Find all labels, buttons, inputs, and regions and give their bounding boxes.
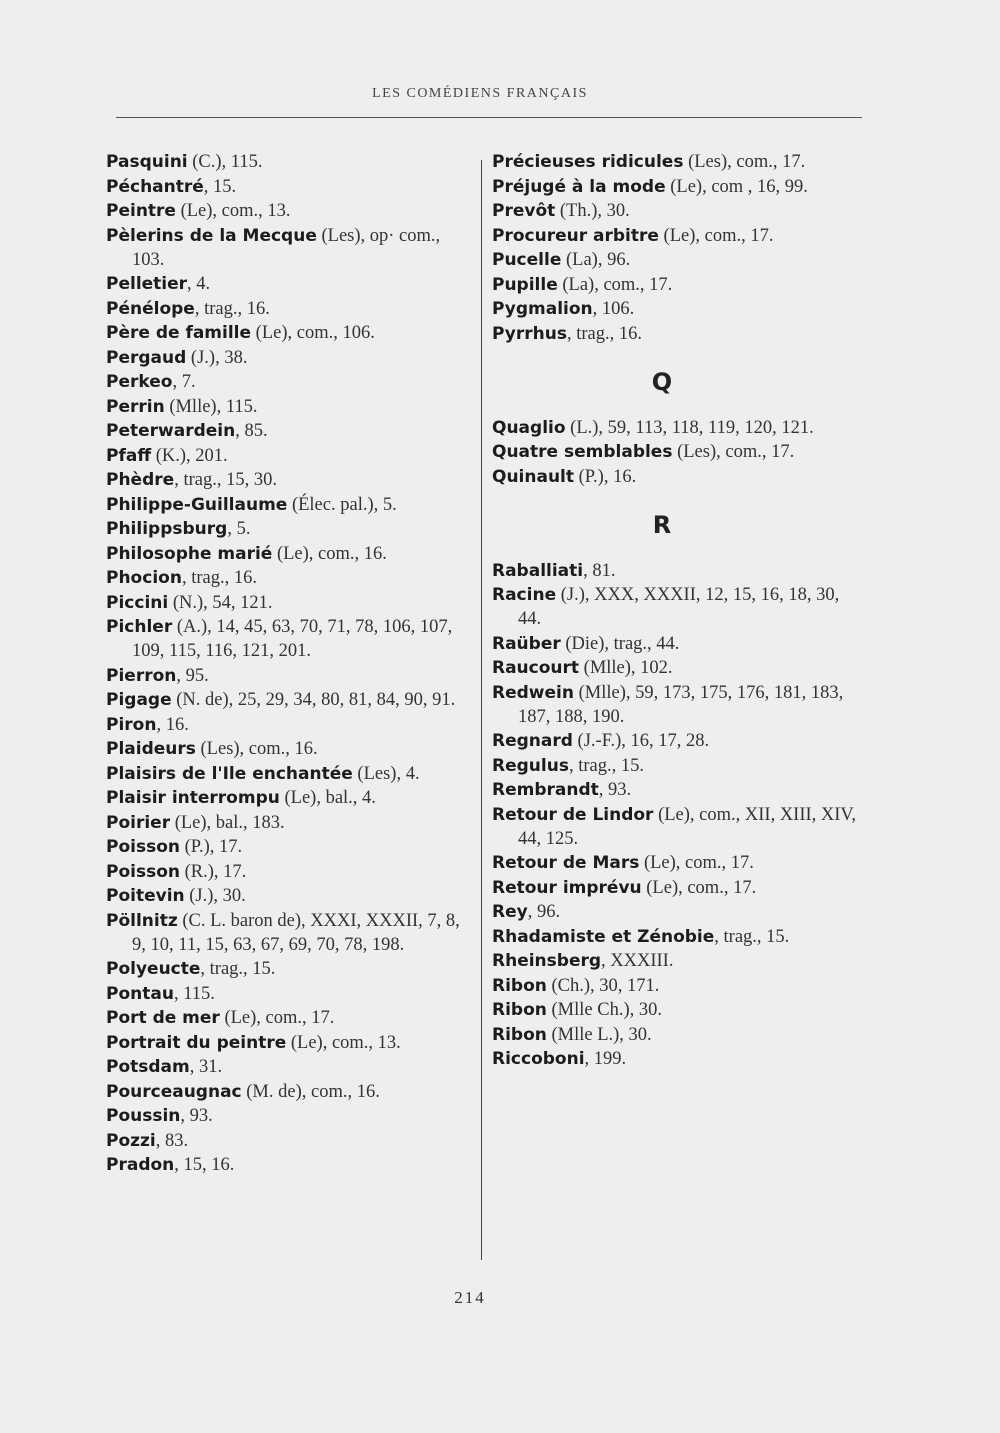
index-entry-heading: Rey: [492, 902, 528, 922]
index-entry-references: (Élec. pal.), 5.: [287, 494, 397, 515]
index-entry-heading: Pénélope: [106, 298, 195, 319]
index-entry-heading: Perrin: [106, 396, 165, 417]
index-entry: [106, 224, 470, 272]
index-entry-references: (Le), com., XII, XIII, XIV, 44, 125.: [518, 804, 857, 849]
index-entry-references: (P.), 17.: [180, 837, 243, 857]
index-entry-references: (Th.), 30.: [555, 201, 630, 221]
index-entry-references: (Le), com., 13.: [286, 1032, 401, 1053]
index-entry-heading: Regulus: [492, 755, 569, 776]
index-entry-heading: Piron: [106, 714, 157, 735]
index-entry-heading: Raballiati: [492, 560, 584, 581]
index-entry-heading: Philippe-Guillaume: [106, 494, 288, 515]
index-entry: [106, 370, 470, 394]
index-entry: [492, 248, 862, 272]
index-entry-heading: Retour de Mars: [492, 853, 640, 873]
index-entry: [106, 493, 470, 517]
index-entry-heading: Rhadamiste et Zénobie: [492, 926, 715, 947]
index-entry-references: (Mlle), 59, 173, 175, 176, 181, 183, 187, 188, 190.: [518, 682, 844, 727]
index-entry: [492, 273, 862, 297]
index-entry-references: (Ch.), 30, 171.: [546, 975, 660, 996]
index-entry-references: , 106.: [592, 299, 635, 319]
index-entry-heading: Quinault: [492, 466, 575, 487]
index-entry: [492, 175, 862, 199]
index-entry-references: (Mlle), 102.: [579, 658, 673, 678]
index-entry-heading: Ribon: [492, 975, 547, 996]
index-entry: [106, 566, 470, 590]
index-entry-heading: Raucourt: [492, 658, 580, 678]
index-entry-heading: Perkeo: [106, 372, 173, 392]
index-entry-references: (Le), com., 17.: [639, 853, 754, 873]
index-entry-heading: Philippsburg: [106, 519, 228, 539]
index-entry-references: (J.), 38.: [186, 347, 248, 368]
index-entry-references: (Les), op· com., 103.: [132, 225, 441, 270]
index-entry-references: , 31.: [189, 1057, 223, 1077]
index-entry: [492, 632, 862, 656]
index-entry: [492, 949, 862, 973]
index-entry-heading: Pradon: [106, 1155, 175, 1175]
index-entry: [106, 957, 470, 981]
index-entry-references: , 81.: [583, 560, 616, 581]
index-entry: [106, 713, 470, 737]
index-entry-references: (C. L. baron de), XXXI, XXXII, 7, 8, 9, 10, 11, 15, 63, 67, 69, 70, 78, 198.: [132, 910, 460, 955]
index-entry-heading: Portrait du peintre: [106, 1032, 287, 1053]
index-entry: [492, 297, 862, 321]
index-entry-references: (La), com., 17.: [557, 274, 673, 295]
index-entry-references: , trag., 16.: [566, 323, 642, 344]
index-entry-heading: Philosophe marié: [106, 543, 273, 564]
index-entry-heading: Pourceaugnac: [106, 1081, 242, 1102]
index-entry-references: (Mlle Ch.), 30.: [546, 1000, 662, 1020]
index-entry: [492, 876, 862, 900]
index-entry-heading: Pozzi: [106, 1130, 156, 1151]
index-entry-heading: Pergaud: [106, 347, 187, 368]
index-entry-references: , trag., 15.: [714, 926, 790, 947]
index-entry-references: (Le), com., 17.: [219, 1008, 335, 1028]
index-entry-heading: Prevôt: [492, 201, 556, 221]
index-entry-heading: Pichler: [106, 617, 173, 637]
index-entry-references: (Le), com., 17.: [658, 225, 774, 246]
index-entry-references: , trag., 15.: [200, 959, 276, 979]
index-entry-heading: Retour imprévu: [492, 877, 642, 898]
index-section-r: [492, 559, 862, 1072]
index-entry: [492, 559, 862, 583]
index-entry: [106, 737, 470, 761]
index-entry-references: , trag., 15.: [568, 755, 644, 776]
index-entry-heading: Procureur arbitre: [492, 225, 659, 246]
index-entry: [492, 729, 862, 753]
index-entry: [492, 681, 862, 729]
index-entry-heading: Ribon: [492, 1000, 547, 1020]
index-entry-references: (Le), com., 17.: [641, 877, 757, 898]
index-entry-references: (Le), com., 13.: [175, 201, 291, 221]
index-entry: [106, 150, 470, 174]
index-entry: [492, 440, 862, 464]
index-entry: [106, 1153, 470, 1177]
index-entry-references: , 4.: [187, 274, 211, 294]
index-entry-references: (Le), com , 16, 99.: [665, 176, 808, 197]
index-entry-references: (Les), com., 16.: [195, 739, 318, 759]
index-entry: [106, 860, 470, 884]
index-entry: [106, 175, 470, 199]
index-entry-heading: Poisson: [106, 837, 180, 857]
running-head: LES COMÉDIENS FRANÇAIS: [372, 86, 588, 101]
index-entry-references: (Le), com., 16.: [272, 543, 387, 564]
index-entry-heading: Rheinsberg: [492, 951, 602, 971]
index-entry: [106, 272, 470, 296]
index-entry: [106, 1129, 470, 1153]
index-entry-references: , trag., 16.: [181, 568, 257, 588]
index-entry-heading: Pupille: [492, 274, 558, 295]
index-entry-references: (Le), com., 106.: [251, 323, 375, 343]
index-entry-references: (L.), 59, 113, 118, 119, 120, 121.: [565, 417, 814, 438]
index-entry: [106, 688, 470, 712]
index-entry-heading: Redwein: [492, 682, 574, 703]
index-entry-heading: Pfaff: [106, 445, 152, 466]
index-entry: [492, 322, 862, 346]
index-entry: [106, 199, 470, 223]
index-entry-references: , 85.: [235, 421, 268, 441]
index-entry-heading: Pelletier: [106, 274, 188, 294]
index-entry: [492, 1047, 862, 1071]
index-entry-references: (R.), 17.: [180, 861, 247, 882]
index-entry-heading: Retour de Lindor: [492, 804, 654, 825]
index-entry: [492, 416, 862, 440]
index-entry: [106, 982, 470, 1006]
index-entry: [492, 465, 862, 489]
index-entry: [106, 811, 470, 835]
index-entry: [106, 835, 470, 859]
index-entry-references: (Les), com., 17.: [672, 442, 795, 462]
index-entry-heading: Père de famille: [106, 323, 252, 343]
section-letter-r: R: [652, 510, 672, 539]
index-entry-heading: Phèdre: [106, 470, 175, 490]
index-entry-heading: Riccoboni: [492, 1049, 585, 1069]
index-entry-references: , 199.: [584, 1049, 627, 1069]
index-entry-references: (Les), com., 17.: [683, 152, 806, 172]
index-entry-references: (P.), 16.: [574, 466, 637, 487]
index-entry-references: (N.), 54, 121.: [168, 592, 273, 613]
index-entry-references: (Die), trag., 44.: [560, 633, 680, 654]
index-entry-references: , 95.: [176, 665, 209, 686]
index-entry-references: , trag., 15, 30.: [174, 470, 277, 490]
index-entry: [106, 786, 470, 810]
index-entry: [492, 1023, 862, 1047]
index-entry: [106, 1006, 470, 1030]
index-entry-heading: Racine: [492, 585, 557, 605]
index-entry-references: (A.), 14, 45, 63, 70, 71, 78, 106, 107, 109, 115, 116, 121, 201.: [132, 617, 453, 661]
index-section-p-continued: [492, 150, 862, 346]
index-entry-heading: Pontau: [106, 983, 174, 1004]
index-entry-heading: Poussin: [106, 1106, 181, 1126]
index-entry-heading: Péchantré: [106, 176, 204, 197]
index-entry-heading: Plaideurs: [106, 739, 196, 759]
index-entry: [106, 444, 470, 468]
index-entry-references: , 16.: [156, 714, 189, 735]
index-entry-heading: Peintre: [106, 201, 176, 221]
index-entry-heading: Port de mer: [106, 1008, 220, 1028]
index-entry-references: , 15.: [203, 176, 237, 197]
index-entry: [106, 1104, 470, 1128]
index-entry-references: (C.), 115.: [187, 152, 263, 172]
index-entry-heading: Poirier: [106, 812, 171, 833]
index-entry: [492, 583, 862, 631]
index-entry: [106, 909, 470, 957]
index-entry-references: (N. de), 25, 29, 34, 80, 81, 84, 90, 91.: [171, 690, 456, 710]
index-entry-heading: Pygmalion: [492, 299, 593, 319]
index-entry-references: (J.), XXX, XXXII, 12, 15, 16, 18, 30, 44.: [518, 585, 840, 629]
index-entry-references: (La), 96.: [561, 250, 631, 270]
index-entry: [492, 900, 862, 924]
index-entry: [492, 925, 862, 949]
index-entry: [106, 1055, 470, 1079]
index-entry-heading: Préjugé à la mode: [492, 176, 666, 197]
index-entry-references: (Le), bal., 4.: [279, 788, 376, 808]
index-entry: [106, 517, 470, 541]
index-entry-heading: Raüber: [492, 633, 561, 654]
index-entry-heading: Quaglio: [492, 417, 566, 438]
index-entry-heading: Pasquini: [106, 152, 188, 172]
index-entry-heading: Phocion: [106, 568, 182, 588]
index-entry: [106, 468, 470, 492]
index-entry: [492, 199, 862, 223]
index-entry: [492, 150, 862, 174]
index-entry: [492, 224, 862, 248]
section-letter-q: Q: [651, 367, 673, 396]
index-entry: [492, 974, 862, 998]
index-entry: [106, 419, 470, 443]
index-entry: [492, 851, 862, 875]
index-entry: [492, 998, 862, 1022]
index-entry-heading: Pöllnitz: [106, 910, 178, 931]
index-entry-heading: Précieuses ridicules: [492, 152, 684, 172]
index-column-right: [492, 150, 862, 1072]
index-entry-references: (Mlle L.), 30.: [546, 1024, 652, 1045]
index-entry: [106, 346, 470, 370]
index-entry-references: , 115.: [173, 983, 215, 1004]
index-entry-references: (Les), 4.: [352, 763, 420, 784]
index-entry: [106, 884, 470, 908]
index-entry-heading: Poitevin: [106, 886, 185, 906]
page-number: 214: [454, 1288, 486, 1307]
index-entry-references: (Mlle), 115.: [164, 396, 258, 417]
index-column-left: [106, 150, 470, 1178]
index-entry-references: , trag., 16.: [194, 298, 270, 319]
index-entry-references: (K.), 201.: [151, 445, 228, 466]
index-entry-references: , XXXIII.: [601, 951, 674, 971]
index-entry-heading: Polyeucte: [106, 959, 201, 979]
index-entry-heading: Pèlerins de la Mecque: [106, 225, 317, 246]
index-entry: [106, 591, 470, 615]
index-entry-heading: Rembrandt: [492, 780, 599, 800]
index-entry-references: (M. de), com., 16.: [241, 1081, 380, 1102]
index-entry-heading: Pyrrhus: [492, 323, 567, 344]
index-entry-references: (J.), 30.: [184, 886, 246, 906]
index-entry: [106, 297, 470, 321]
index-entry-heading: Plaisirs de l'Ile enchantée: [106, 763, 353, 784]
index-entry: [492, 754, 862, 778]
index-entry-references: , 15, 16.: [174, 1155, 235, 1175]
index-entry-references: , 93.: [598, 780, 632, 800]
index-entry-heading: Potsdam: [106, 1057, 190, 1077]
index-entry-heading: Piccini: [106, 592, 169, 613]
index-entry: [106, 321, 470, 345]
index-entry-heading: Quatre semblables: [492, 442, 673, 462]
index-entry-heading: Regnard: [492, 731, 573, 751]
index-entry-references: , 93.: [180, 1106, 213, 1126]
index-entry-references: , 5.: [227, 519, 251, 539]
index-entry: [106, 1080, 470, 1104]
index-entry-heading: Poisson: [106, 861, 180, 882]
index-entry-heading: Pigage: [106, 690, 172, 710]
index-entry: [106, 542, 470, 566]
index-entry-references: , 7.: [172, 372, 196, 392]
index-entry-references: , 96.: [527, 902, 561, 922]
header-rule: [116, 117, 862, 118]
index-entry: [106, 762, 470, 786]
index-entry: [492, 803, 862, 851]
index-entry-references: (Le), bal., 183.: [170, 812, 285, 833]
index-entry-heading: Plaisir interrompu: [106, 788, 280, 808]
index-entry: [106, 664, 470, 688]
index-entry-heading: Ribon: [492, 1024, 547, 1045]
index-entry-references: (J.-F.), 16, 17, 28.: [572, 731, 710, 751]
index-entry-heading: Pucelle: [492, 250, 562, 270]
index-entry: [106, 1031, 470, 1055]
index-entry: [492, 656, 862, 680]
index-entry-heading: Pierron: [106, 665, 177, 686]
index-entry-heading: Peterwardein: [106, 421, 236, 441]
column-divider: [481, 160, 482, 1260]
index-entry: [492, 778, 862, 802]
index-section-q: [492, 416, 862, 489]
index-entry: [106, 615, 470, 663]
index-entry: [106, 395, 470, 419]
index-entry-references: , 83.: [155, 1130, 189, 1151]
